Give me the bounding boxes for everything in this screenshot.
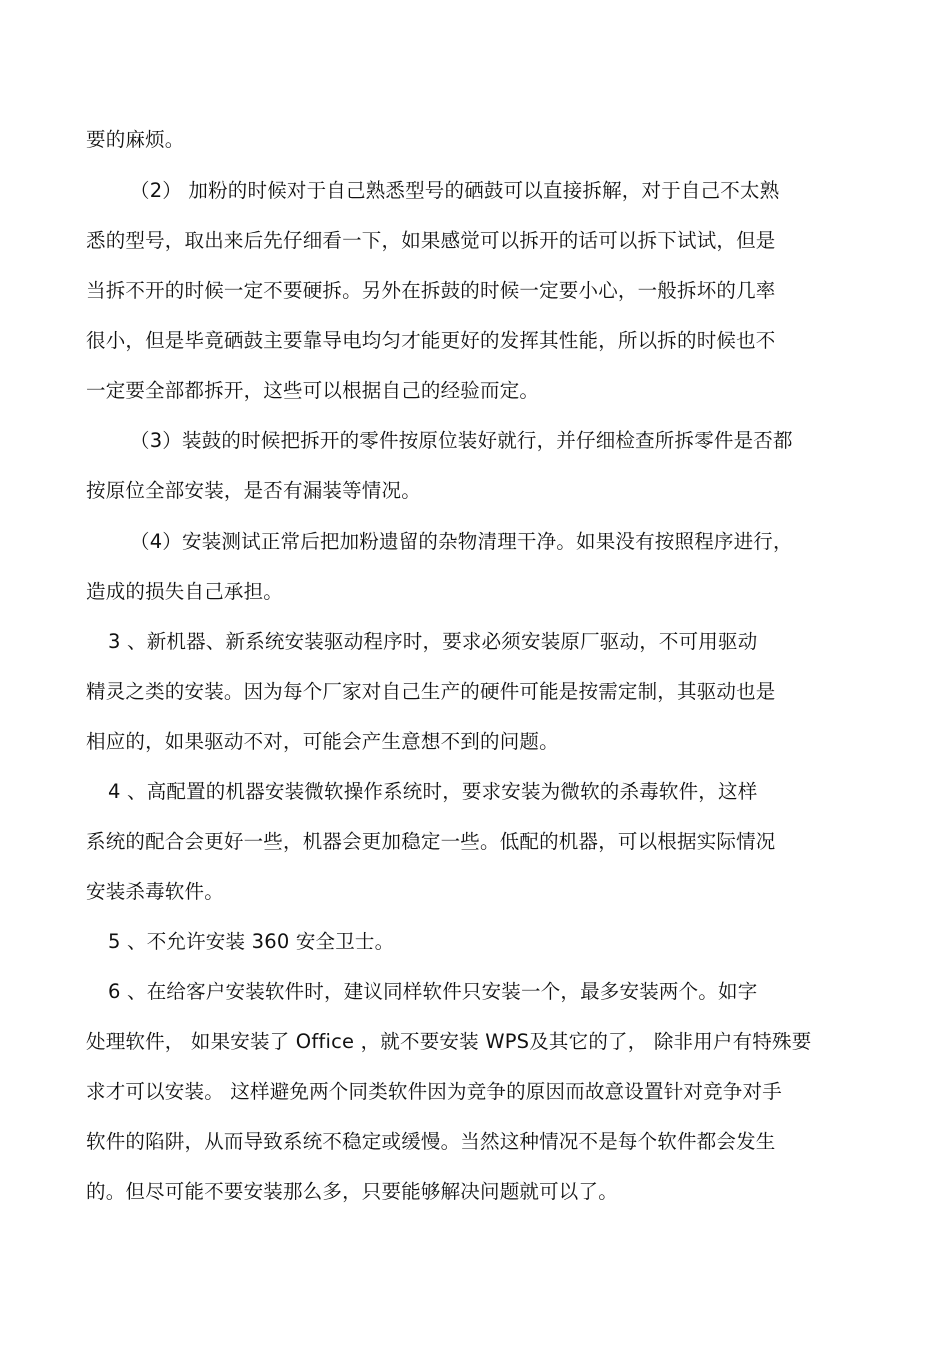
text-line-1: 要的麻烦。 — [86, 128, 185, 151]
text-line-11: 3 、新机器、新系统安装驱动程序时，要求必须安装原厂驱动，不可用驱动 — [108, 630, 758, 653]
text-line-14: 4 、高配置的机器安装微软操作系统时，要求安装为微软的杀毒软件，这样 — [108, 780, 758, 803]
text-line-22: 的。但尽可能不要安装那么多，只要能够解决问题就可以了。 — [86, 1180, 618, 1203]
text-line-13: 相应的，如果驱动不对，可能会产生意想不到的问题。 — [86, 730, 559, 753]
text-line-4: 当拆不开的时候一定不要硬拆。另外在拆鼓的时候一定要小心，一般拆坏的几率 — [86, 279, 776, 302]
text-line-10: 造成的损失自己承担。 — [86, 580, 284, 603]
text-line-21: 软件的陷阱，从而导致系统不稳定或缓慢。当然这种情况不是每个软件都会发生 — [86, 1130, 776, 1153]
text-line-9: （4）安装测试正常后把加粉遗留的杂物清理干净。如果没有按照程序进行， — [130, 530, 793, 553]
text-line-3: 悉的型号，取出来后先仔细看一下，如果感觉可以拆开的话可以拆下试试，但是 — [86, 229, 776, 252]
text-line-15: 系统的配合会更好一些，机器会更加稳定一些。低配的机器，可以根据实际情况 — [86, 830, 776, 853]
text-line-19: 处理软件， 如果安装了 Office ，就不要安装 WPS及其它的了， 除非用户有特殊要 — [86, 1030, 812, 1053]
text-line-8: 按原位全部安装，是否有漏装等情况。 — [86, 479, 421, 502]
text-line-6: 一定要全部都拆开，这些可以根据自己的经验而定。 — [86, 379, 540, 402]
text-line-17: 5 、不允许安装 360 安全卫士。 — [108, 930, 395, 953]
text-line-12: 精灵之类的安装。因为每个厂家对自己生产的硬件可能是按需定制，其驱动也是 — [86, 680, 776, 703]
text-line-7: （3）装鼓的时候把拆开的零件按原位装好就行，并仔细检查所拆零件是否都 — [130, 429, 793, 452]
text-line-20: 求才可以安装。 这样避免两个同类软件因为竞争的原因而故意设置针对竞争对手 — [86, 1080, 782, 1103]
text-line-18: 6 、在给客户安装软件时，建议同样软件只安装一个，最多安装两个。如字 — [108, 980, 758, 1003]
text-line-5: 很小，但是毕竟硒鼓主要靠导电均匀才能更好的发挥其性能，所以拆的时候也不 — [86, 329, 776, 352]
text-line-2: （2） 加粉的时候对于自己熟悉型号的硒鼓可以直接拆解，对于自己不太熟 — [130, 179, 780, 202]
text-line-16: 安装杀毒软件。 — [86, 880, 224, 903]
